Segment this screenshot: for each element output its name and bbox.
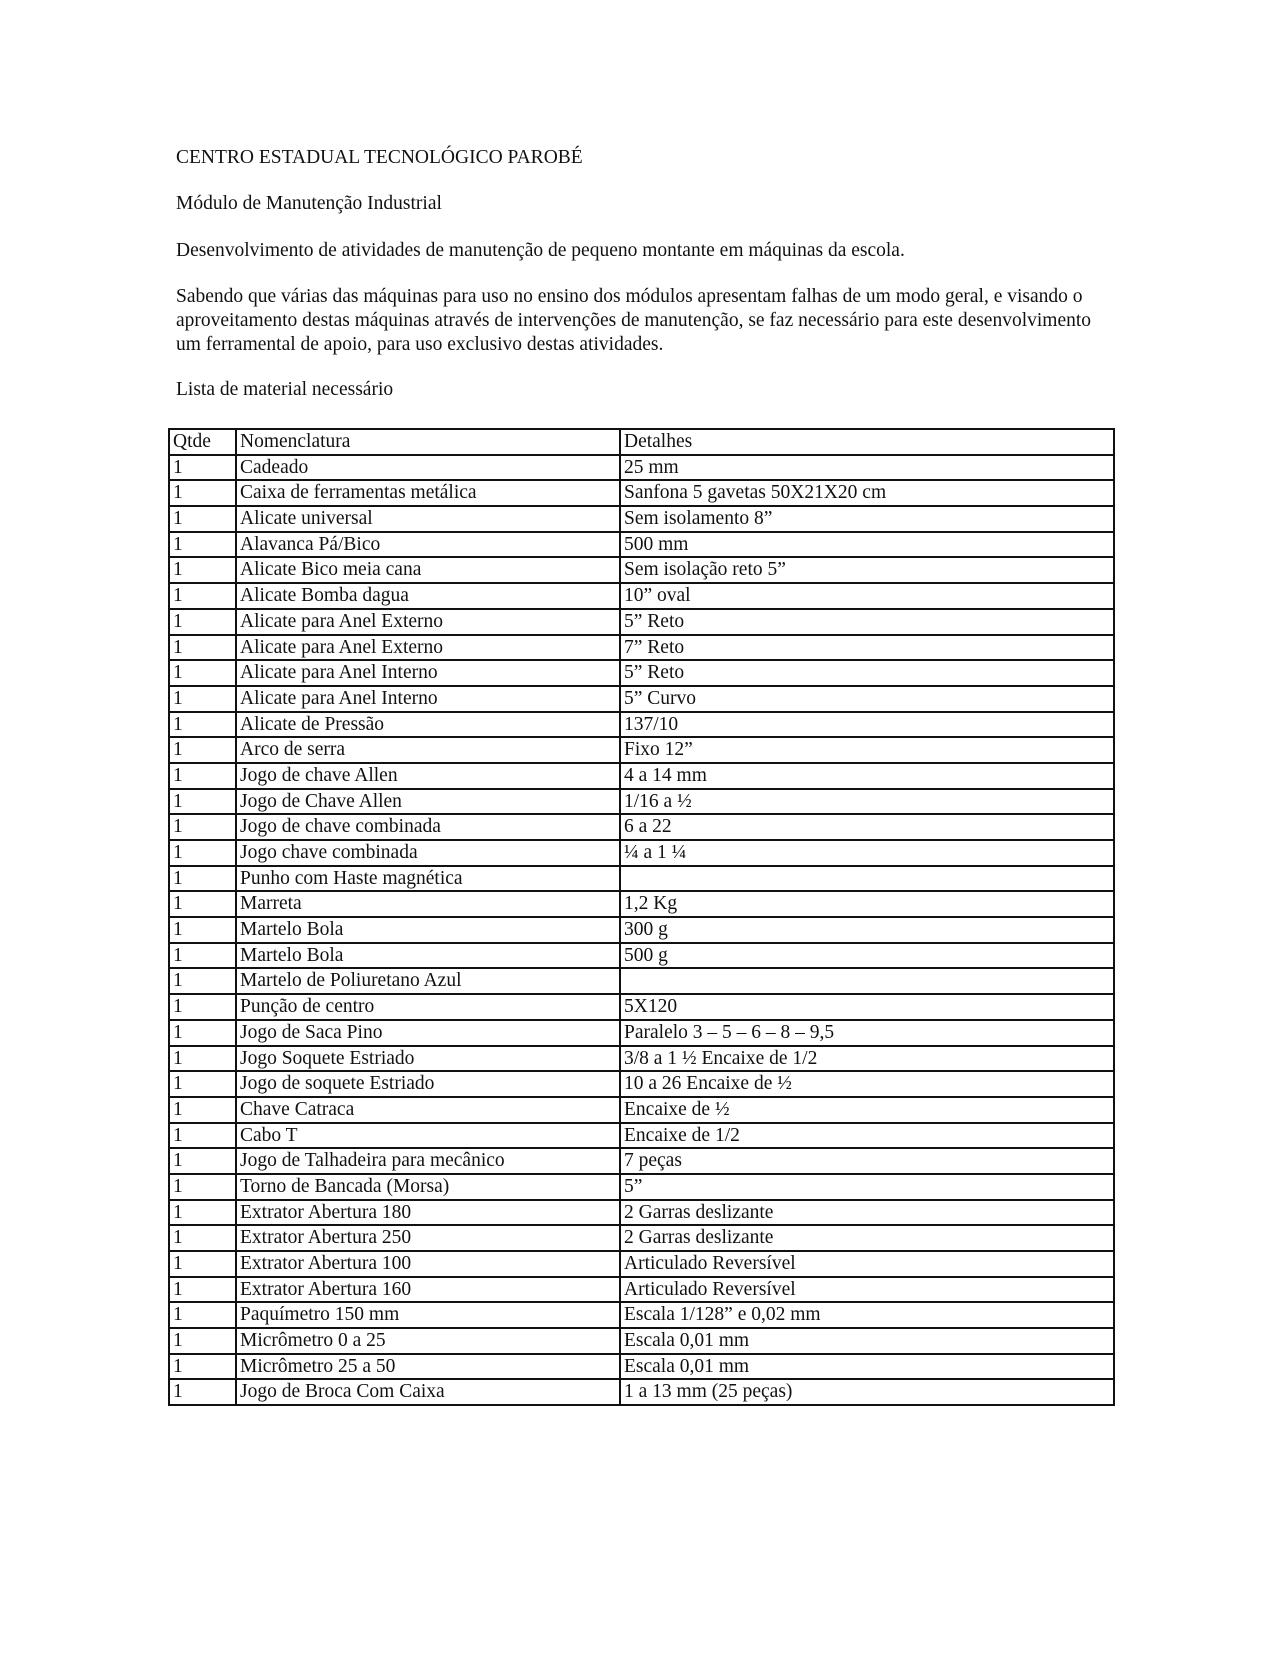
table-row (169, 814, 1114, 840)
table-row (169, 840, 1114, 866)
details-cell: 1 a 13 mm (25 peças) (620, 1379, 1114, 1405)
table-row (169, 1071, 1114, 1097)
details-cell: 500 mm (620, 532, 1114, 558)
qty-cell: 1 (169, 866, 236, 892)
details-cell: Sem isolação reto 5” (620, 557, 1114, 583)
nomenclature-cell: Arco de serra (236, 737, 620, 763)
table-row (169, 737, 1114, 763)
nomenclature-cell: Jogo de soquete Estriado (236, 1071, 620, 1097)
table-row (169, 557, 1114, 583)
details-cell: Articulado Reversível (620, 1277, 1114, 1303)
qty-cell: 1 (169, 968, 236, 994)
qty-cell: 1 (169, 583, 236, 609)
table-row (169, 686, 1114, 712)
table-row (169, 1277, 1114, 1303)
nomenclature-cell: Jogo Soquete Estriado (236, 1046, 620, 1072)
list-heading: Lista de material necessário (176, 379, 394, 400)
table-row (169, 506, 1114, 532)
nomenclature-cell: Alicate Bomba dagua (236, 583, 620, 609)
qty-cell: 1 (169, 917, 236, 943)
nomenclature-cell: Alicate Bico meia cana (236, 557, 620, 583)
details-cell: 5” (620, 1174, 1114, 1200)
nomenclature-cell: Punção de centro (236, 994, 620, 1020)
details-cell: 3/8 a 1 ½ Encaixe de 1/2 (620, 1046, 1114, 1072)
details-cell: 10 a 26 Encaixe de ½ (620, 1071, 1114, 1097)
qty-cell: 1 (169, 1354, 236, 1380)
qty-cell: 1 (169, 1071, 236, 1097)
qty-cell: 1 (169, 557, 236, 583)
details-cell (620, 968, 1114, 994)
nomenclature-cell: Jogo chave combinada (236, 840, 620, 866)
qty-cell: 1 (169, 891, 236, 917)
nomenclature-cell: Paquímetro 150 mm (236, 1302, 620, 1328)
nomenclature-cell: Micrômetro 25 a 50 (236, 1354, 620, 1380)
qty-cell: 1 (169, 840, 236, 866)
table-row (169, 1174, 1114, 1200)
table-row (169, 1302, 1114, 1328)
details-cell: 2 Garras deslizante (620, 1200, 1114, 1226)
details-cell: Fixo 12” (620, 737, 1114, 763)
details-cell: 1,2 Kg (620, 891, 1114, 917)
nomenclature-cell: Extrator Abertura 180 (236, 1200, 620, 1226)
details-cell: 300 g (620, 917, 1114, 943)
qty-cell: 1 (169, 994, 236, 1020)
details-cell: 1/16 a ½ (620, 789, 1114, 815)
table-row (169, 1354, 1114, 1380)
nomenclature-cell: Cadeado (236, 455, 620, 481)
nomenclature-cell: Martelo Bola (236, 943, 620, 969)
nomenclature-cell: Martelo de Poliuretano Azul (236, 968, 620, 994)
table-row (169, 1148, 1114, 1174)
body-paragraph: Sabendo que várias das máquinas para uso no ensino dos módulos apresentam falhas de um modo geral, e visando o aproveitamento destas máquinas através de intervenções de manutenção, se faz necessário para este desenvolvimento um ferramental de apoio, para uso exclusivo destas atividades. (176, 286, 1092, 355)
module-name: Módulo de Manutenção Industrial (176, 193, 442, 214)
table-row (169, 532, 1114, 558)
table-row (169, 1251, 1114, 1277)
nomenclature-cell: Marreta (236, 891, 620, 917)
nomenclature-cell: Jogo de Saca Pino (236, 1020, 620, 1046)
nomenclature-cell: Micrômetro 0 a 25 (236, 1328, 620, 1354)
nomenclature-cell: Extrator Abertura 250 (236, 1225, 620, 1251)
details-cell: 2 Garras deslizante (620, 1225, 1114, 1251)
qty-cell: 1 (169, 1174, 236, 1200)
table-row (169, 1123, 1114, 1149)
nomenclature-cell: Jogo de Talhadeira para mecânico (236, 1148, 620, 1174)
nomenclature-cell: Punho com Haste magnética (236, 866, 620, 892)
nomenclature-cell: Alicate de Pressão (236, 712, 620, 738)
nomenclature-cell: Cabo T (236, 1123, 620, 1149)
nomenclature-cell: Jogo de Broca Com Caixa (236, 1379, 620, 1405)
qty-cell: 1 (169, 480, 236, 506)
table-row (169, 994, 1114, 1020)
qty-cell: 1 (169, 1225, 236, 1251)
details-cell: 5” Reto (620, 609, 1114, 635)
table-row (169, 891, 1114, 917)
details-cell: Escala 1/128” e 0,02 mm (620, 1302, 1114, 1328)
details-cell: Escala 0,01 mm (620, 1354, 1114, 1380)
nomenclature-cell: Alavanca Pá/Bico (236, 532, 620, 558)
qty-cell: 1 (169, 1046, 236, 1072)
qty-cell: 1 (169, 1200, 236, 1226)
table-row (169, 480, 1114, 506)
nomenclature-cell: Jogo de Chave Allen (236, 789, 620, 815)
details-cell: Paralelo 3 – 5 – 6 – 8 – 9,5 (620, 1020, 1114, 1046)
nomenclature-cell: Torno de Bancada (Morsa) (236, 1174, 620, 1200)
qty-cell: 1 (169, 455, 236, 481)
details-cell: Encaixe de 1/2 (620, 1123, 1114, 1149)
qty-cell: 1 (169, 635, 236, 661)
details-cell: 6 a 22 (620, 814, 1114, 840)
details-cell: 5” Reto (620, 660, 1114, 686)
qty-cell: 1 (169, 1379, 236, 1405)
table-row (169, 1379, 1114, 1405)
table-row (169, 583, 1114, 609)
materials-table-body (169, 429, 1114, 1405)
qty-cell: 1 (169, 1251, 236, 1277)
table-row (169, 1046, 1114, 1072)
document-title: CENTRO ESTADUAL TECNOLÓGICO PAROBÉ (176, 147, 583, 168)
details-cell: 5” Curvo (620, 686, 1114, 712)
details-cell: 7 peças (620, 1148, 1114, 1174)
table-row (169, 609, 1114, 635)
subtitle-paragraph: Desenvolvimento de atividades de manutenção de pequeno montante em máquinas da escola. (176, 240, 905, 261)
nomenclature-cell: Alicate para Anel Externo (236, 609, 620, 635)
nomenclature-cell: Caixa de ferramentas metálica (236, 480, 620, 506)
qty-cell: 1 (169, 506, 236, 532)
table-row (169, 943, 1114, 969)
details-cell: 7” Reto (620, 635, 1114, 661)
header-qty: Qtde (169, 429, 236, 455)
nomenclature-cell: Alicate para Anel Interno (236, 686, 620, 712)
qty-cell: 1 (169, 789, 236, 815)
table-row (169, 1225, 1114, 1251)
details-cell: ¼ a 1 ¼ (620, 840, 1114, 866)
qty-cell: 1 (169, 737, 236, 763)
details-cell: 25 mm (620, 455, 1114, 481)
details-cell: Sanfona 5 gavetas 50X21X20 cm (620, 480, 1114, 506)
table-row (169, 635, 1114, 661)
qty-cell: 1 (169, 532, 236, 558)
qty-cell: 1 (169, 1148, 236, 1174)
details-cell (620, 866, 1114, 892)
nomenclature-cell: Martelo Bola (236, 917, 620, 943)
nomenclature-cell: Extrator Abertura 160 (236, 1277, 620, 1303)
qty-cell: 1 (169, 814, 236, 840)
qty-cell: 1 (169, 686, 236, 712)
details-cell: 4 a 14 mm (620, 763, 1114, 789)
details-cell: Escala 0,01 mm (620, 1328, 1114, 1354)
details-cell: Encaixe de ½ (620, 1097, 1114, 1123)
nomenclature-cell: Alicate para Anel Externo (236, 635, 620, 661)
qty-cell: 1 (169, 609, 236, 635)
details-cell: 10” oval (620, 583, 1114, 609)
nomenclature-cell: Jogo de chave combinada (236, 814, 620, 840)
table-row (169, 1200, 1114, 1226)
table-row (169, 968, 1114, 994)
qty-cell: 1 (169, 1302, 236, 1328)
nomenclature-cell: Alicate para Anel Interno (236, 660, 620, 686)
details-cell: Articulado Reversível (620, 1251, 1114, 1277)
header-nomenclature: Nomenclatura (236, 429, 620, 455)
table-row (169, 763, 1114, 789)
qty-cell: 1 (169, 1123, 236, 1149)
table-row (169, 660, 1114, 686)
nomenclature-cell: Jogo de chave Allen (236, 763, 620, 789)
qty-cell: 1 (169, 1277, 236, 1303)
qty-cell: 1 (169, 1020, 236, 1046)
header-details: Detalhes (620, 429, 1114, 455)
table-row (169, 455, 1114, 481)
table-row (169, 1020, 1114, 1046)
qty-cell: 1 (169, 660, 236, 686)
qty-cell: 1 (169, 1097, 236, 1123)
table-row (169, 712, 1114, 738)
nomenclature-cell: Extrator Abertura 100 (236, 1251, 620, 1277)
details-cell: Sem isolamento 8” (620, 506, 1114, 532)
qty-cell: 1 (169, 763, 236, 789)
table-row (169, 1097, 1114, 1123)
details-cell: 137/10 (620, 712, 1114, 738)
nomenclature-cell: Alicate universal (236, 506, 620, 532)
qty-cell: 1 (169, 712, 236, 738)
table-row (169, 866, 1114, 892)
table-header-row (169, 429, 1114, 455)
materials-table (168, 428, 1115, 1406)
nomenclature-cell: Chave Catraca (236, 1097, 620, 1123)
table-row (169, 1328, 1114, 1354)
table-row (169, 789, 1114, 815)
details-cell: 5X120 (620, 994, 1114, 1020)
qty-cell: 1 (169, 943, 236, 969)
details-cell: 500 g (620, 943, 1114, 969)
qty-cell: 1 (169, 1328, 236, 1354)
table-row (169, 917, 1114, 943)
